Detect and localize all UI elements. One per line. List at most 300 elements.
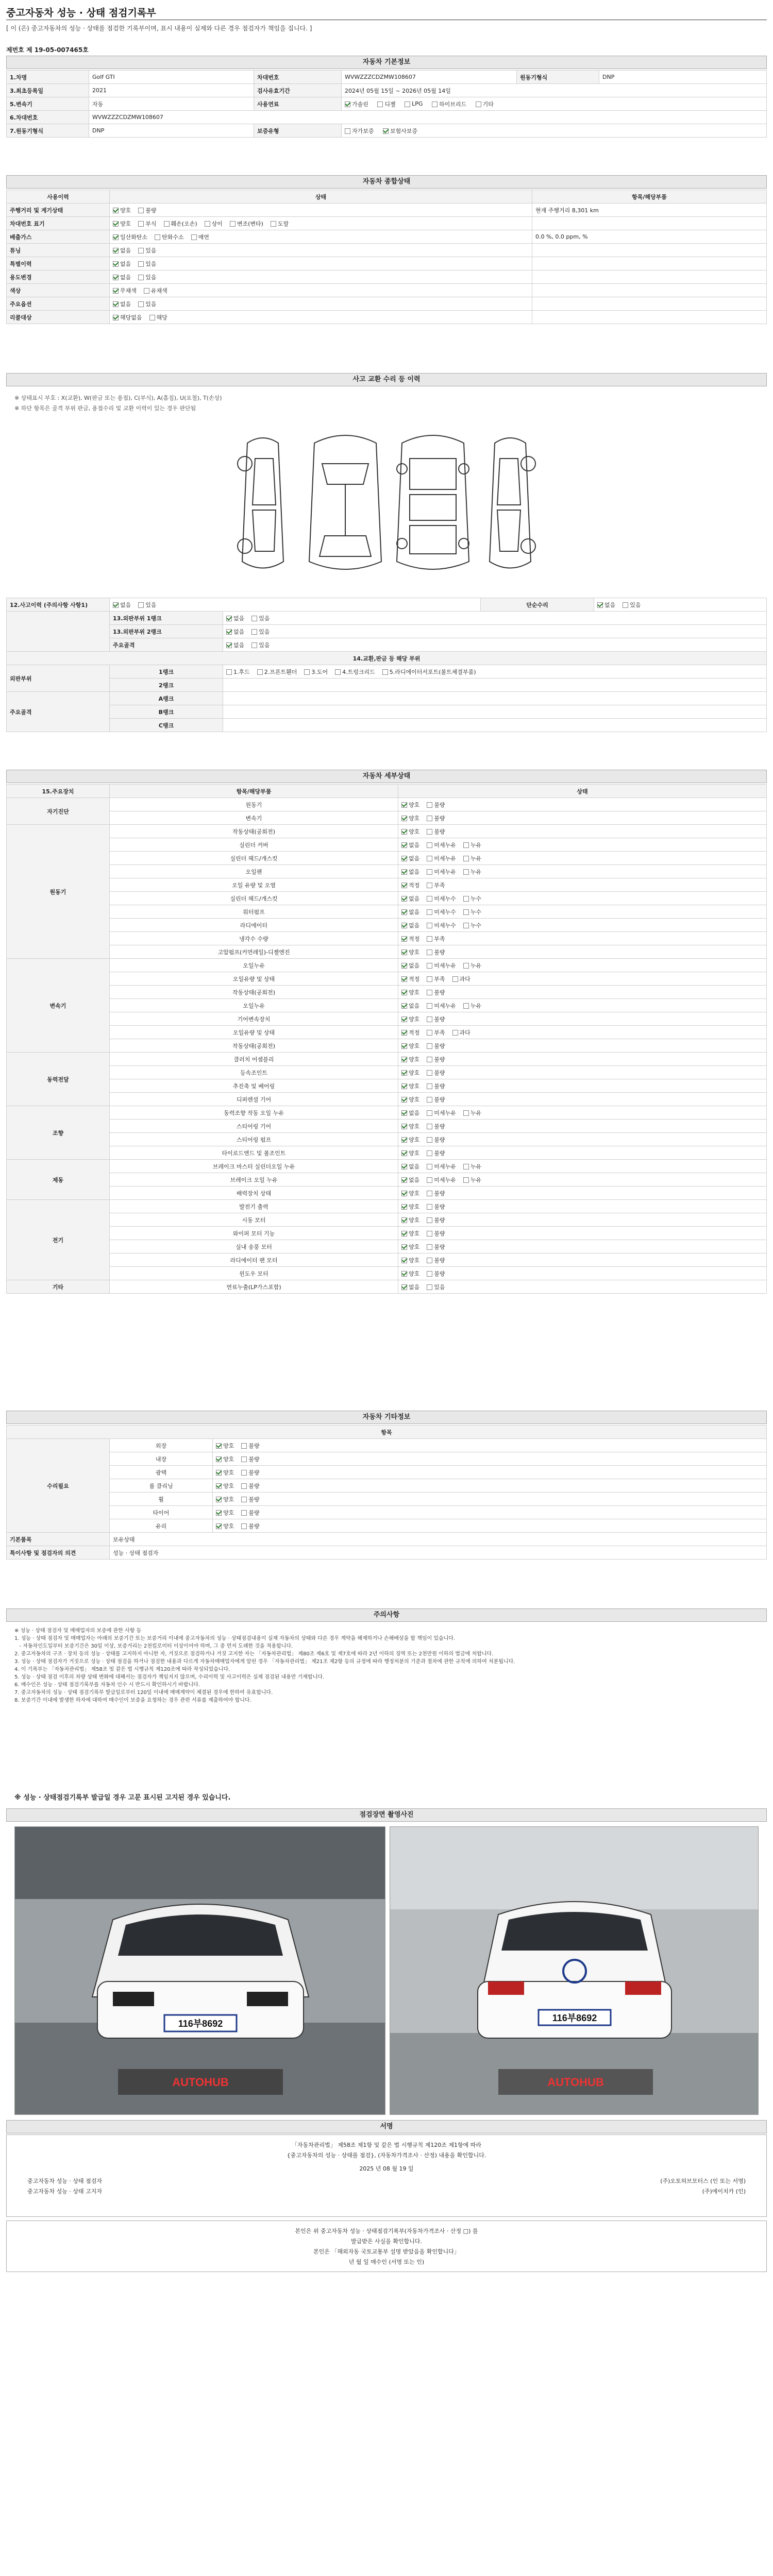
- value-engine-type: DNP: [89, 124, 254, 138]
- detail-item-options: [398, 932, 767, 945]
- table-row: [7, 892, 767, 905]
- other-item-label: 내장: [110, 1452, 213, 1466]
- checkbox[interactable]: [401, 923, 407, 928]
- checkbox[interactable]: [427, 976, 432, 982]
- checkbox[interactable]: [241, 1470, 247, 1476]
- condition-options: [110, 204, 532, 217]
- checkbox-label: 미세누수: [434, 922, 456, 929]
- table-row: [7, 1519, 767, 1533]
- checkbox[interactable]: [113, 301, 119, 307]
- checkbox-label: 있음: [145, 260, 157, 267]
- checkbox[interactable]: [427, 1191, 432, 1196]
- signature-line: {중고자동차의 성능 · 상태를 점검}, (자동차가격조사 · 산정) 내용을 확인합니다.: [287, 2152, 486, 2159]
- checkbox[interactable]: [427, 1097, 432, 1103]
- condition-note: [532, 244, 767, 257]
- autohub-logo-front: AUTOHUB: [172, 2076, 229, 2089]
- checkbox[interactable]: [401, 1258, 407, 1263]
- checkbox[interactable]: [427, 1030, 432, 1036]
- table-row: [7, 945, 767, 959]
- detail-item-options: [398, 838, 767, 852]
- label-main-frame: 주요골격: [110, 638, 223, 652]
- checkbox[interactable]: [113, 261, 119, 267]
- table-row: [7, 1146, 767, 1160]
- checkbox[interactable]: [427, 1016, 432, 1022]
- checkbox[interactable]: [149, 315, 155, 320]
- checkbox[interactable]: [427, 883, 432, 888]
- checkbox[interactable]: [427, 802, 432, 808]
- table-row: [7, 598, 767, 612]
- checkbox[interactable]: [401, 896, 407, 902]
- checkbox[interactable]: [427, 950, 432, 955]
- value-engine: DNP: [599, 71, 767, 84]
- checkbox-label: 양호: [409, 1216, 420, 1224]
- other-item-options: [213, 1439, 767, 1452]
- section-diagram: 사고 교환 수리 등 이력: [6, 373, 767, 386]
- buyer-sign-line: 년 월 일 매수인 (서명 또는 인): [348, 2259, 425, 2265]
- other-extra-value: 보유상태: [110, 1533, 767, 1546]
- checkbox[interactable]: [241, 1443, 247, 1449]
- table-row: [7, 878, 767, 892]
- detail-item-label: 변속기: [110, 811, 398, 825]
- signature-box: [6, 2134, 767, 2217]
- car-front-photo: [15, 1827, 385, 2115]
- checkbox-label: 양호: [223, 1482, 234, 1489]
- detail-item-options: [398, 1227, 767, 1240]
- other-item-label: 타이어: [110, 1506, 213, 1519]
- checkbox[interactable]: [401, 1150, 407, 1156]
- section-photos: 점검장면 촬영사진: [6, 1808, 767, 1822]
- checkbox[interactable]: [427, 1003, 432, 1009]
- checkbox[interactable]: [401, 856, 407, 861]
- checkbox[interactable]: [401, 950, 407, 955]
- checkbox[interactable]: [241, 1483, 247, 1489]
- checkbox[interactable]: [155, 234, 160, 240]
- table-row: [7, 638, 767, 652]
- checkbox[interactable]: [216, 1510, 222, 1516]
- checkbox[interactable]: [432, 101, 438, 107]
- checkbox[interactable]: [463, 1164, 469, 1170]
- checkbox[interactable]: [427, 909, 432, 915]
- checkbox[interactable]: [216, 1483, 222, 1489]
- checkbox-label: 적정: [409, 975, 420, 982]
- checkbox[interactable]: [401, 1177, 407, 1183]
- checkbox-label: 양호: [223, 1496, 234, 1503]
- checkbox-label: 없음: [120, 247, 131, 254]
- checkbox[interactable]: [257, 669, 263, 675]
- caution-line: 5. 성능 · 상태 점검 이후의 차량 상태 변화에 대해서는 점검자가 책임지지 않으며, 수리이력 및 사고이력은 실제 점검된 내용만 기재합니다.: [14, 1674, 325, 1680]
- checkbox-label: 누유: [470, 868, 482, 875]
- checkbox-label: 불량: [434, 815, 445, 822]
- condition-note: 현재 주행거리 8,301 km: [532, 204, 767, 217]
- condition-label: 색상: [7, 284, 110, 297]
- checkbox[interactable]: [144, 288, 149, 294]
- checkbox-label: 불량: [248, 1469, 260, 1476]
- checkbox[interactable]: [427, 990, 432, 995]
- detail-item-options: [398, 1093, 767, 1106]
- checkbox-label: 상이: [211, 220, 223, 227]
- checkbox-label: 있음: [145, 274, 157, 281]
- checkbox-label: 있음: [145, 247, 157, 254]
- label-inspection-period: 검사유효기간: [254, 84, 342, 97]
- checkbox[interactable]: [345, 101, 350, 107]
- checkbox[interactable]: [405, 101, 410, 107]
- checkbox[interactable]: [138, 208, 144, 213]
- checkbox[interactable]: [463, 909, 469, 915]
- checkbox-label: 미세누유: [434, 1109, 456, 1116]
- checkbox-label: 적정: [409, 882, 420, 889]
- checkbox-label: 없음: [409, 1163, 420, 1170]
- checkbox[interactable]: [401, 1124, 407, 1129]
- checkbox[interactable]: [427, 1258, 432, 1263]
- rank2-options: 없음 있음: [223, 625, 767, 638]
- checkbox-label: 누수: [470, 895, 482, 902]
- checkbox[interactable]: [427, 1217, 432, 1223]
- checkbox[interactable]: [427, 816, 432, 821]
- checkbox[interactable]: [138, 248, 144, 253]
- detail-item-label: 등속조인트: [110, 1066, 398, 1079]
- label-outer-rank: [7, 612, 110, 652]
- condition-options: [110, 311, 532, 324]
- checkbox[interactable]: [427, 1043, 432, 1049]
- col-header: 항목: [7, 1426, 767, 1439]
- checkbox[interactable]: [216, 1523, 222, 1529]
- detail-item-label: 작동상태(공회전): [110, 986, 398, 999]
- other-item-options: [213, 1519, 767, 1533]
- checkbox-label: 불량: [434, 1136, 445, 1143]
- table-row: [7, 1227, 767, 1240]
- other-item-label: 휠: [110, 1493, 213, 1506]
- col-header: 항목/해당부품: [110, 785, 398, 798]
- checkbox-label: 양호: [409, 1257, 420, 1264]
- checkbox[interactable]: [113, 208, 119, 213]
- checkbox[interactable]: [427, 1137, 432, 1143]
- checkbox[interactable]: [427, 1244, 432, 1250]
- detail-item-label: 고압펌프(커먼레일)-디젤엔진: [110, 945, 398, 959]
- checkbox[interactable]: [401, 1164, 407, 1170]
- caution-line: - 자동차인도일부터 보증기간은 30일 이상, 보증거리는 2천킬로미터 이상이어야 하며, 그 중 먼저 도래한 것을 적용합니다.: [14, 1643, 293, 1649]
- table-row: [7, 1026, 767, 1039]
- label-car-name: 1.차명: [7, 71, 89, 84]
- table-row: [7, 297, 767, 311]
- checkbox[interactable]: [216, 1497, 222, 1502]
- checkbox[interactable]: [401, 869, 407, 875]
- checkbox[interactable]: [463, 896, 469, 902]
- table-row: [7, 972, 767, 986]
- table-row: [7, 825, 767, 838]
- table-row: [7, 1533, 767, 1546]
- checkbox[interactable]: [251, 642, 257, 648]
- checkbox[interactable]: [401, 1003, 407, 1009]
- checkbox-label: 불량: [434, 1270, 445, 1277]
- checkbox[interactable]: [138, 261, 144, 267]
- checkbox-label: 해당없음: [120, 314, 142, 321]
- detail-item-options: [398, 811, 767, 825]
- warranty-options: 자가보증 보험사보증: [342, 124, 767, 138]
- detail-item-label: 발전기 출력: [110, 1200, 398, 1213]
- checkbox[interactable]: [164, 221, 170, 227]
- table-row: [7, 244, 767, 257]
- checkbox[interactable]: [377, 101, 383, 107]
- checkbox[interactable]: [216, 1443, 222, 1449]
- checkbox-label: 적정: [409, 935, 420, 942]
- checkbox[interactable]: [113, 234, 119, 240]
- checkbox[interactable]: [427, 936, 432, 942]
- checkbox[interactable]: [401, 1191, 407, 1196]
- checkbox[interactable]: [427, 869, 432, 875]
- checkbox[interactable]: [463, 869, 469, 875]
- checkbox[interactable]: [345, 128, 350, 134]
- checkbox-label: 양호: [409, 989, 420, 996]
- checkbox[interactable]: [401, 1016, 407, 1022]
- checkbox[interactable]: [401, 1271, 407, 1277]
- table-row: [7, 1187, 767, 1200]
- checkbox[interactable]: [241, 1510, 247, 1516]
- checkbox[interactable]: [216, 1470, 222, 1476]
- detail-item-options: [398, 825, 767, 838]
- label-engine: 원동기형식: [517, 71, 599, 84]
- checkbox-label: 불량: [248, 1522, 260, 1530]
- checkbox[interactable]: [216, 1456, 222, 1462]
- detail-item-options: [398, 972, 767, 986]
- detail-item-options: [398, 905, 767, 919]
- label-vin: 차대번호: [254, 71, 342, 84]
- checkbox[interactable]: [463, 1110, 469, 1116]
- checkbox[interactable]: [401, 829, 407, 835]
- checkbox-label: 탄화수소: [162, 233, 184, 241]
- checkbox[interactable]: [113, 221, 119, 227]
- condition-label: 주행거리 및 계기상태: [7, 204, 110, 217]
- checkbox-label: 없음: [409, 1002, 420, 1009]
- checkbox[interactable]: [463, 1177, 469, 1183]
- checkbox[interactable]: [463, 856, 469, 861]
- checkbox[interactable]: [205, 221, 210, 227]
- basic-info-table: [6, 70, 767, 138]
- checkbox[interactable]: [241, 1497, 247, 1502]
- table-row: [7, 1240, 767, 1253]
- detail-item-options: [398, 865, 767, 878]
- checkbox[interactable]: [401, 883, 407, 888]
- checkbox[interactable]: [401, 936, 407, 942]
- rank-label: 1랭크: [110, 665, 223, 679]
- rank-label: B랭크: [110, 705, 223, 719]
- caution-line: 8. 보증기간 이내에 발생한 하자에 대하여 매수인이 보증을 요청하는 경우 관련 서류를 제출하여야 합니다.: [14, 1698, 251, 1703]
- checkbox[interactable]: [401, 1231, 407, 1236]
- checkbox-label: 불량: [434, 828, 445, 835]
- table-header-row: [7, 190, 767, 204]
- checkbox[interactable]: [401, 1244, 407, 1250]
- checkbox[interactable]: [401, 1204, 407, 1210]
- checkbox[interactable]: [427, 923, 432, 928]
- checkbox-label: 없음: [120, 260, 131, 267]
- checkbox[interactable]: [401, 963, 407, 969]
- other-item-label: 룸 클리닝: [110, 1479, 213, 1493]
- checkbox[interactable]: [113, 275, 119, 280]
- checkbox[interactable]: [226, 642, 232, 648]
- checkbox[interactable]: [427, 1070, 432, 1076]
- checkbox[interactable]: [383, 128, 389, 134]
- other-item-options: [213, 1479, 767, 1493]
- checkbox[interactable]: [452, 1030, 458, 1036]
- checkbox[interactable]: [113, 315, 119, 320]
- checkbox-label: 양호: [409, 948, 420, 956]
- detail-item-label: 실린더 커버: [110, 838, 398, 852]
- checkbox[interactable]: [427, 842, 432, 848]
- section-basic-info: 자동차 기본정보: [6, 56, 767, 69]
- checkbox[interactable]: [427, 1124, 432, 1129]
- checkbox-label: 미세누유: [434, 841, 456, 849]
- checkbox[interactable]: [113, 248, 119, 253]
- checkbox[interactable]: [401, 909, 407, 915]
- checkbox[interactable]: [401, 990, 407, 995]
- label-vin2: 6.차대번호: [7, 111, 89, 124]
- detail-item-options: [398, 1026, 767, 1039]
- checkbox[interactable]: [427, 1110, 432, 1116]
- checkbox-label: 부족: [434, 975, 445, 982]
- checkbox-label: 불량: [248, 1482, 260, 1489]
- checkbox-label: 양호: [409, 828, 420, 835]
- checkbox[interactable]: [427, 963, 432, 969]
- table-row: [7, 1439, 767, 1452]
- other-item-label: 외장: [110, 1439, 213, 1452]
- checkbox-label: 양호: [409, 1270, 420, 1277]
- checkbox[interactable]: [401, 802, 407, 808]
- checkbox[interactable]: [401, 1083, 407, 1089]
- table-row: [7, 1053, 767, 1066]
- checkbox-label: 불량: [434, 1203, 445, 1210]
- checkbox[interactable]: [251, 629, 257, 635]
- checkbox-label: 미세누수: [434, 895, 456, 902]
- table-row: [7, 719, 767, 732]
- checkbox[interactable]: [427, 1284, 432, 1290]
- table-row: [7, 932, 767, 945]
- checkbox[interactable]: [401, 1137, 407, 1143]
- checkbox[interactable]: [191, 234, 197, 240]
- label-panel-header: 14.교환,판금 등 해당 부위: [7, 652, 767, 665]
- signatory-label: 중고자동차 성능 · 상태 고지자: [27, 2188, 102, 2195]
- checkbox[interactable]: [401, 1097, 407, 1103]
- diagram-legend-note: ※ 하단 항목은 골격 부위 판금, 용접수리 및 교환 이력이 있는 경우 판단됨: [14, 405, 196, 412]
- checkbox-label: 있음: [434, 1283, 445, 1291]
- checkbox[interactable]: [382, 669, 388, 675]
- other-table: [6, 1425, 767, 1560]
- detail-item-options: [398, 1253, 767, 1267]
- inspection-photo-front: [14, 1826, 385, 2115]
- checkbox[interactable]: [113, 288, 119, 294]
- detail-item-options: [398, 1213, 767, 1227]
- checkbox-label: 미세누유: [434, 1176, 456, 1183]
- checkbox[interactable]: [401, 1070, 407, 1076]
- checkbox[interactable]: [401, 1284, 407, 1290]
- checkbox-label: 없음: [409, 962, 420, 969]
- checkbox[interactable]: [597, 602, 603, 608]
- checkbox[interactable]: [476, 101, 481, 107]
- table-row: [7, 1079, 767, 1093]
- checkbox[interactable]: [463, 923, 469, 928]
- checkbox[interactable]: [401, 1110, 407, 1116]
- checkbox[interactable]: [427, 1204, 432, 1210]
- condition-label: 용도변경: [7, 270, 110, 284]
- other-item-label: 광택: [110, 1466, 213, 1479]
- detail-item-options: [398, 1200, 767, 1213]
- checkbox[interactable]: [463, 963, 469, 969]
- caution-line: 1. 성능 · 상태 점검자 및 매매업자는 아래의 보증기간 또는 보증거리 이내에 중고자동차의 성능 · 상태점검내용이 실제 자동차의 상태와 다른 경우 계약을 해제하거나 손해배상을 할 책임이 있습니다.: [14, 1636, 456, 1641]
- condition-note: [532, 217, 767, 230]
- table-header-row: [7, 785, 767, 798]
- checkbox[interactable]: [401, 816, 407, 821]
- checkbox[interactable]: [463, 1003, 469, 1009]
- checkbox[interactable]: [427, 896, 432, 902]
- checkbox[interactable]: [401, 1043, 407, 1049]
- checkbox[interactable]: [401, 842, 407, 848]
- checkbox[interactable]: [427, 1231, 432, 1236]
- checkbox[interactable]: [401, 1217, 407, 1223]
- checkbox[interactable]: [427, 829, 432, 835]
- checkbox-label: 누유: [470, 1109, 482, 1116]
- checkbox[interactable]: [241, 1456, 247, 1462]
- checkbox[interactable]: [113, 602, 119, 608]
- checkbox[interactable]: [427, 1057, 432, 1062]
- detail-item-label: 원동기: [110, 798, 398, 811]
- checkbox-label: 불량: [434, 1190, 445, 1197]
- checkbox[interactable]: [427, 856, 432, 861]
- checkbox[interactable]: [241, 1523, 247, 1529]
- checkbox-label: 양호: [409, 1042, 420, 1049]
- checkbox[interactable]: [304, 669, 310, 675]
- table-row: [7, 257, 767, 270]
- checkbox-label: 없음: [409, 908, 420, 916]
- checkbox[interactable]: [427, 1150, 432, 1156]
- checkbox[interactable]: [138, 275, 144, 280]
- checkbox[interactable]: [226, 669, 232, 675]
- table-row: [7, 270, 767, 284]
- detail-item-options: [398, 878, 767, 892]
- checkbox[interactable]: [452, 976, 458, 982]
- checkbox[interactable]: [401, 1030, 407, 1036]
- detail-item-options: [398, 945, 767, 959]
- col-header: 15.주요장치: [7, 785, 110, 798]
- checkbox[interactable]: [138, 301, 144, 307]
- checkbox[interactable]: [226, 629, 232, 635]
- checkbox[interactable]: [623, 602, 628, 608]
- other-item-options: [213, 1452, 767, 1466]
- checkbox[interactable]: [230, 221, 236, 227]
- checkbox[interactable]: [138, 602, 144, 608]
- checkbox[interactable]: [427, 1271, 432, 1277]
- section-detail: 자동차 세부상태: [6, 770, 767, 783]
- checkbox-label: 매연: [198, 233, 209, 241]
- label-transmission: 5.변속기: [7, 97, 89, 111]
- checkbox[interactable]: [401, 976, 407, 982]
- checkbox[interactable]: [427, 1177, 432, 1183]
- checkbox-label: 불량: [434, 801, 445, 808]
- autohub-logo-rear: AUTOHUB: [547, 2076, 604, 2089]
- checkbox[interactable]: [226, 616, 232, 621]
- checkbox[interactable]: [401, 1057, 407, 1062]
- checkbox[interactable]: [335, 669, 341, 675]
- other-item-options: [213, 1493, 767, 1506]
- checkbox[interactable]: [271, 221, 276, 227]
- checkbox-label: 양호: [223, 1442, 234, 1449]
- checkbox[interactable]: [251, 616, 257, 621]
- checkbox[interactable]: [463, 842, 469, 848]
- simple-repair-options: 없음 있음: [594, 598, 767, 612]
- checkbox[interactable]: [427, 1164, 432, 1170]
- condition-options: [110, 217, 532, 230]
- checkbox-label: 변조(변타): [237, 220, 263, 227]
- condition-note: [532, 257, 767, 270]
- checkbox[interactable]: [427, 1083, 432, 1089]
- checkbox[interactable]: [138, 221, 144, 227]
